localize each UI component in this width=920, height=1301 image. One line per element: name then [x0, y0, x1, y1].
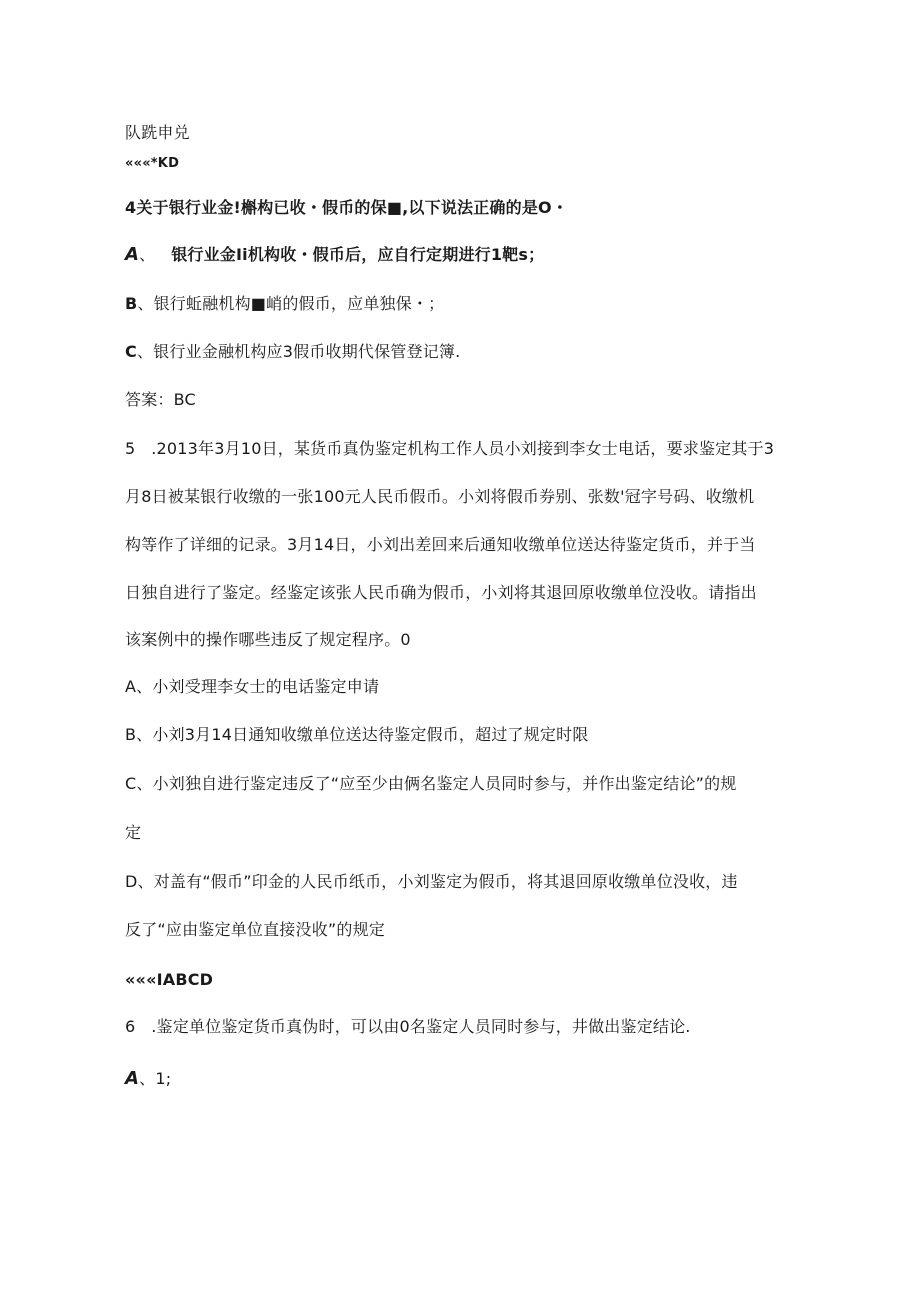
option-letter: C — [125, 342, 137, 361]
question-5-stem-line: 月8日被某银行收缴的一张100元人民币假币。小刘将假币券别、张数'冠字号码、收缴机 — [125, 487, 755, 506]
option-text: 、1; — [139, 1069, 172, 1088]
question-4-answer: 答案：BC — [125, 390, 196, 409]
option-letter: A — [125, 1068, 140, 1089]
option-letter: A — [125, 244, 140, 265]
question-6-stem: 6 .鉴定单位鉴定货币真伪时，可以由0名鉴定人员同时参与，井做出鉴定结论. — [125, 1017, 691, 1036]
question-4-option-c — [125, 342, 805, 362]
question-5-stem-line: 该案例中的操作哪些违反了规定程序。0 — [125, 630, 411, 649]
question-4-option-b — [125, 294, 805, 314]
option-text: 银行业金Ii机构收・假币后，应自行定期进行1靶s； — [171, 245, 545, 264]
option-text: 银行业金融机构应3假币收期代保管登记簿. — [153, 342, 461, 361]
question-5-option-c: C、小刘独自进行鉴定违反了“应至少由俩名鉴定人员同时参与，并作出鉴定结论”的规 — [125, 774, 737, 793]
question-4-option-a — [125, 245, 805, 265]
option-separator: 、 — [139, 245, 156, 264]
option-separator: 、 — [136, 342, 154, 361]
header-line: 队跣申兑 — [125, 123, 190, 142]
question-4-stem: 4关于银行业金!槲构已收・假币的保■,以下说法正确的是O・ — [125, 198, 569, 217]
question-5-stem-line: 5 .2013年3月10日，某货币真伪鉴定机构工作人员小刘接到李女士电话，要求鉴定其于3 — [125, 439, 775, 458]
question-6-option-a — [125, 1069, 805, 1089]
question-5-stem-line: 日独自进行了鉴定。经鉴定该张人民币确为假币，小刘将其退回原收缴单位没收。请指出 — [125, 583, 757, 602]
question-5-stem-line: 构等作了详细的记录。3月14日，小刘出差回来后通知收缴单位送达待鉴定货币，并于当 — [125, 535, 756, 554]
question-5-option-a: A、小刘受理李女士的电话鉴定申请 — [125, 677, 380, 696]
question-5-option-d: D、对盖有“假币”印金的人民币纸币，小刘鉴定为假币，将其退回原收缴单位没收，违 — [125, 872, 738, 891]
question-5-option-d-continued: 反了“应由鉴定单位直接没收”的规定 — [125, 920, 385, 939]
option-separator: 、 — [137, 294, 154, 313]
question-5-option-b: B、小刘3月14日通知收缴单位送达待鉴定假币，超过了规定时限 — [125, 725, 589, 744]
question-5-option-c-continued: 定 — [125, 823, 142, 842]
option-text: 银行蚯融机构■峭的假币，应单独保・； — [153, 294, 445, 313]
previous-answer: «««*KD — [125, 156, 180, 171]
option-letter: B — [125, 294, 138, 313]
question-5-answer: «««IABCD — [125, 970, 214, 989]
